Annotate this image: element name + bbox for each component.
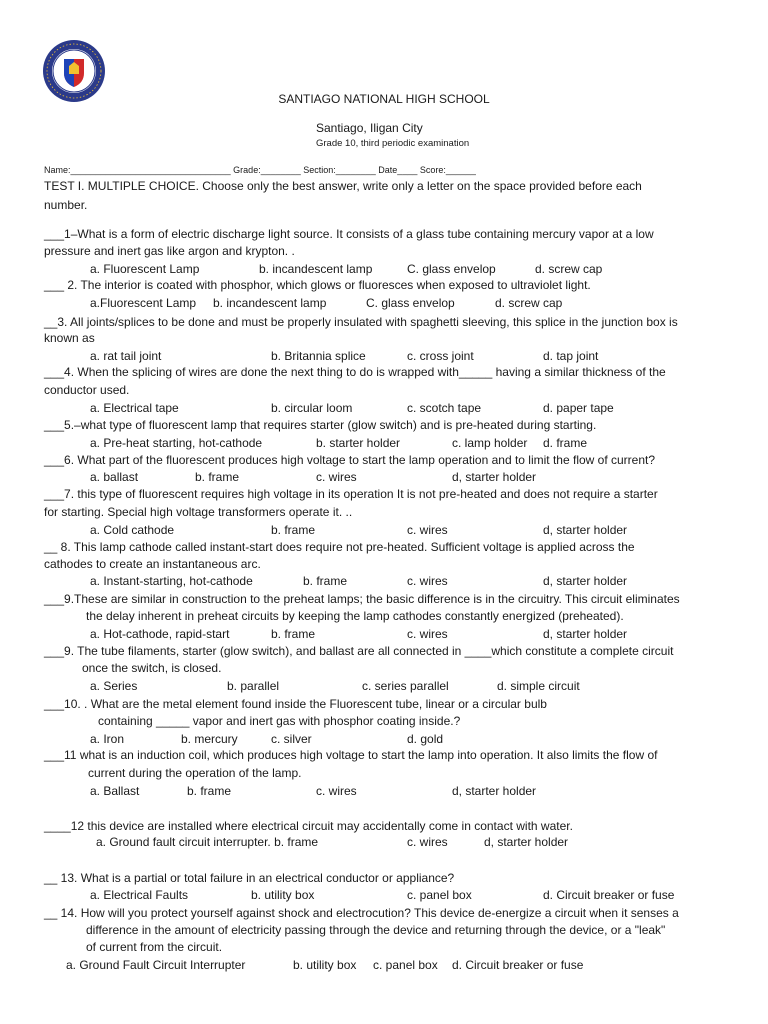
question-4: ___4. When the splicing of wires are done the next thing to do is wrapped with_____ having a similar thickness of the [44, 365, 666, 379]
choice-d: d. frame [543, 436, 588, 450]
question-7: ___7. this type of fluorescent requires high voltage in its operation It is not pre-heated and does not require a starter [44, 487, 658, 501]
choice-b: b. Britannia splice [271, 349, 366, 363]
question-14-cont: difference in the amount of electricity passing through the device and returning through the device, or a "leak" [86, 923, 666, 937]
question-7-choices [0, 522, 768, 539]
choice-c: c. wires [407, 574, 448, 588]
question-4-cont: conductor used. [44, 383, 130, 397]
choice-a: a. Electrical tape [90, 401, 179, 415]
question-2: ___ 2. The interior is coated with phosphor, which glows or fluoresces when exposed to ultraviolet light. [44, 278, 591, 292]
choice-b: b. circular loom [271, 401, 353, 415]
choice-c: c. wires [316, 470, 357, 484]
question-10: ___10. . What are the metal element found inside the Fluorescent tube, linear or a circular bulb [44, 697, 547, 711]
question-9b-choices [0, 678, 768, 695]
choice-b: b. starter holder [316, 436, 401, 450]
choice-a: a. Cold cathode [90, 523, 175, 537]
choice-b: b. frame [187, 784, 232, 798]
question-14-choices [0, 957, 768, 974]
question-2-choices [0, 295, 768, 312]
choice-c: c. lamp holder [452, 436, 528, 450]
choice-a: a. Electrical Faults [90, 888, 189, 902]
choice-d: d, starter holder [543, 627, 628, 641]
question-4-choices [0, 400, 768, 417]
choice-a: a. ballast [90, 470, 139, 484]
question-3-choices [0, 348, 768, 365]
choice-b: b. frame [195, 470, 240, 484]
choice-d: d, starter holder [484, 835, 569, 849]
question-3-cont: known as [44, 331, 95, 345]
choice-b: b. parallel [227, 679, 280, 693]
question-12-choices [0, 834, 768, 851]
choice-c: c. wires [407, 523, 448, 537]
question-1: ___1–What is a form of electric discharge light source. It consists of a glass tube containing mercury vapor at a low [44, 227, 654, 241]
question-14: __ 14. How will you protect yourself against shock and electrocution? This device de-energize a circuit when it senses a [44, 906, 679, 920]
choice-c: c. panel box [373, 958, 438, 972]
choice-b: b. mercury [181, 732, 238, 746]
question-11-choices [0, 783, 768, 800]
choice-b: b. utility box [251, 888, 315, 902]
choice-d: d, starter holder [543, 574, 628, 588]
choice-b: b. utility box [293, 958, 357, 972]
choice-b: b. incandescent lamp [259, 262, 373, 276]
question-9a-cont: the delay inherent in preheat circuits by keeping the lamp cathodes constantly energized (preheated). [86, 609, 624, 623]
choice-a: a. Iron [90, 732, 125, 746]
choice-c: c. wires [407, 627, 448, 641]
choice-d: d. Circuit breaker or fuse [543, 888, 675, 902]
question-5-choices [0, 435, 768, 452]
question-6: ___6. What part of the fluorescent produces high voltage to start the lamp operation and to limit the flow of current? [44, 453, 656, 467]
choice-d: d. tap joint [543, 349, 599, 363]
question-13: __ 13. What is a partial or total failure in an electrical conductor or appliance? [44, 871, 455, 885]
question-12: ____12 this device are installed where electrical circuit may accidentally come in contact with water. [44, 819, 573, 833]
question-1-choices [0, 261, 768, 278]
question-6-choices [0, 469, 768, 486]
choice-d: d. Circuit breaker or fuse [452, 958, 584, 972]
choice-c: c. scotch tape [407, 401, 482, 415]
question-13-choices [0, 887, 768, 904]
choice-a: a. Ground Fault Circuit Interrupter [66, 958, 246, 972]
choice-d: d, starter holder [543, 523, 628, 537]
choice-d: d, starter holder [452, 784, 537, 798]
choice-a: a. Pre-heat starting, hot-cathode [90, 436, 263, 450]
choice-a: a. Instant-starting, hot-cathode [90, 574, 253, 588]
test1-instruction: TEST I. MULTIPLE CHOICE. Choose only the best answer, write only a letter on the space provided before each [44, 179, 642, 193]
question-8-choices [0, 573, 768, 590]
school-city: Santiago, Iligan City [316, 121, 423, 135]
choice-c: C. glass envelop [366, 296, 455, 310]
choice-c: c. series parallel [362, 679, 449, 693]
test1-instruction-cont: number. [44, 198, 88, 212]
choice-c: c. wires [316, 784, 357, 798]
choice-a: a. Ground fault circuit interrupter. b. frame [96, 835, 319, 849]
choice-b: b. frame [271, 627, 316, 641]
question-5: ___5.–what type of fluorescent lamp that requires starter (glow switch) and is pre-heated during starting. [44, 418, 597, 432]
choice-b: b. frame [303, 574, 348, 588]
student-info-line: Name:________________________________ Grade:________ Section:________ Date____ Score:______ [44, 165, 476, 175]
choice-c: C. glass envelop [407, 262, 496, 276]
choice-b: b. frame [271, 523, 316, 537]
choice-d: d. screw cap [535, 262, 603, 276]
choice-a: a. Series [90, 679, 138, 693]
choice-a: a. rat tail joint [90, 349, 162, 363]
question-9b: ___9. The tube filaments, starter (glow switch), and ballast are all connected in ____which constitute a complete circuit [44, 644, 674, 658]
question-10-cont: containing _____ vapor and inert gas with phosphor coating inside.? [98, 714, 461, 728]
choice-a: a.Fluorescent Lamp [90, 296, 197, 310]
question-9a: ___9.These are similar in construction to the preheat lamps; the basic difference is in the circuitry. This circuit eliminates [44, 592, 680, 606]
question-9b-cont: once the switch, is closed. [82, 661, 222, 675]
choice-c: c. cross joint [407, 349, 474, 363]
choice-d: d. gold [407, 732, 444, 746]
choice-a: a. Hot-cathode, rapid-start [90, 627, 230, 641]
school-name: SANTIAGO NATIONAL HIGH SCHOOL [278, 92, 490, 106]
question-14-cont2: of current from the circuit. [86, 940, 223, 954]
choice-a: a. Ballast [90, 784, 140, 798]
question-8-cont: cathodes to create an instantaneous arc. [44, 557, 261, 571]
choice-c: c. panel box [407, 888, 472, 902]
question-10-choices [0, 731, 768, 748]
question-11: ___11 what is an induction coil, which produces high voltage to start the lamp into operation. It also limits the flow of [44, 748, 658, 762]
choice-c: c. silver [271, 732, 312, 746]
question-1-cont: pressure and inert gas like argon and krypton. . [44, 244, 295, 258]
choice-c: c. wires [407, 835, 448, 849]
question-7-cont: for starting. Special high voltage transformers operate it. .. [44, 505, 353, 519]
choice-d: d. screw cap [495, 296, 563, 310]
choice-d: d. simple circuit [497, 679, 580, 693]
exam-title: Grade 10, third periodic examination [316, 138, 470, 149]
question-8: __ 8. This lamp cathode called instant-start does require not pre-heated. Sufficient voltage is applied across the [44, 540, 635, 554]
choice-d: d, starter holder [452, 470, 537, 484]
question-9a-choices [0, 626, 768, 643]
question-3: __3. All joints/splices to be done and must be properly insulated with spaghetti sleeving, this splice in the junction box is [44, 315, 678, 329]
question-11-cont: current during the operation of the lamp. [88, 766, 302, 780]
choice-d: d. paper tape [543, 401, 614, 415]
choice-b: b. incandescent lamp [213, 296, 327, 310]
choice-a: a. Fluorescent Lamp [90, 262, 200, 276]
